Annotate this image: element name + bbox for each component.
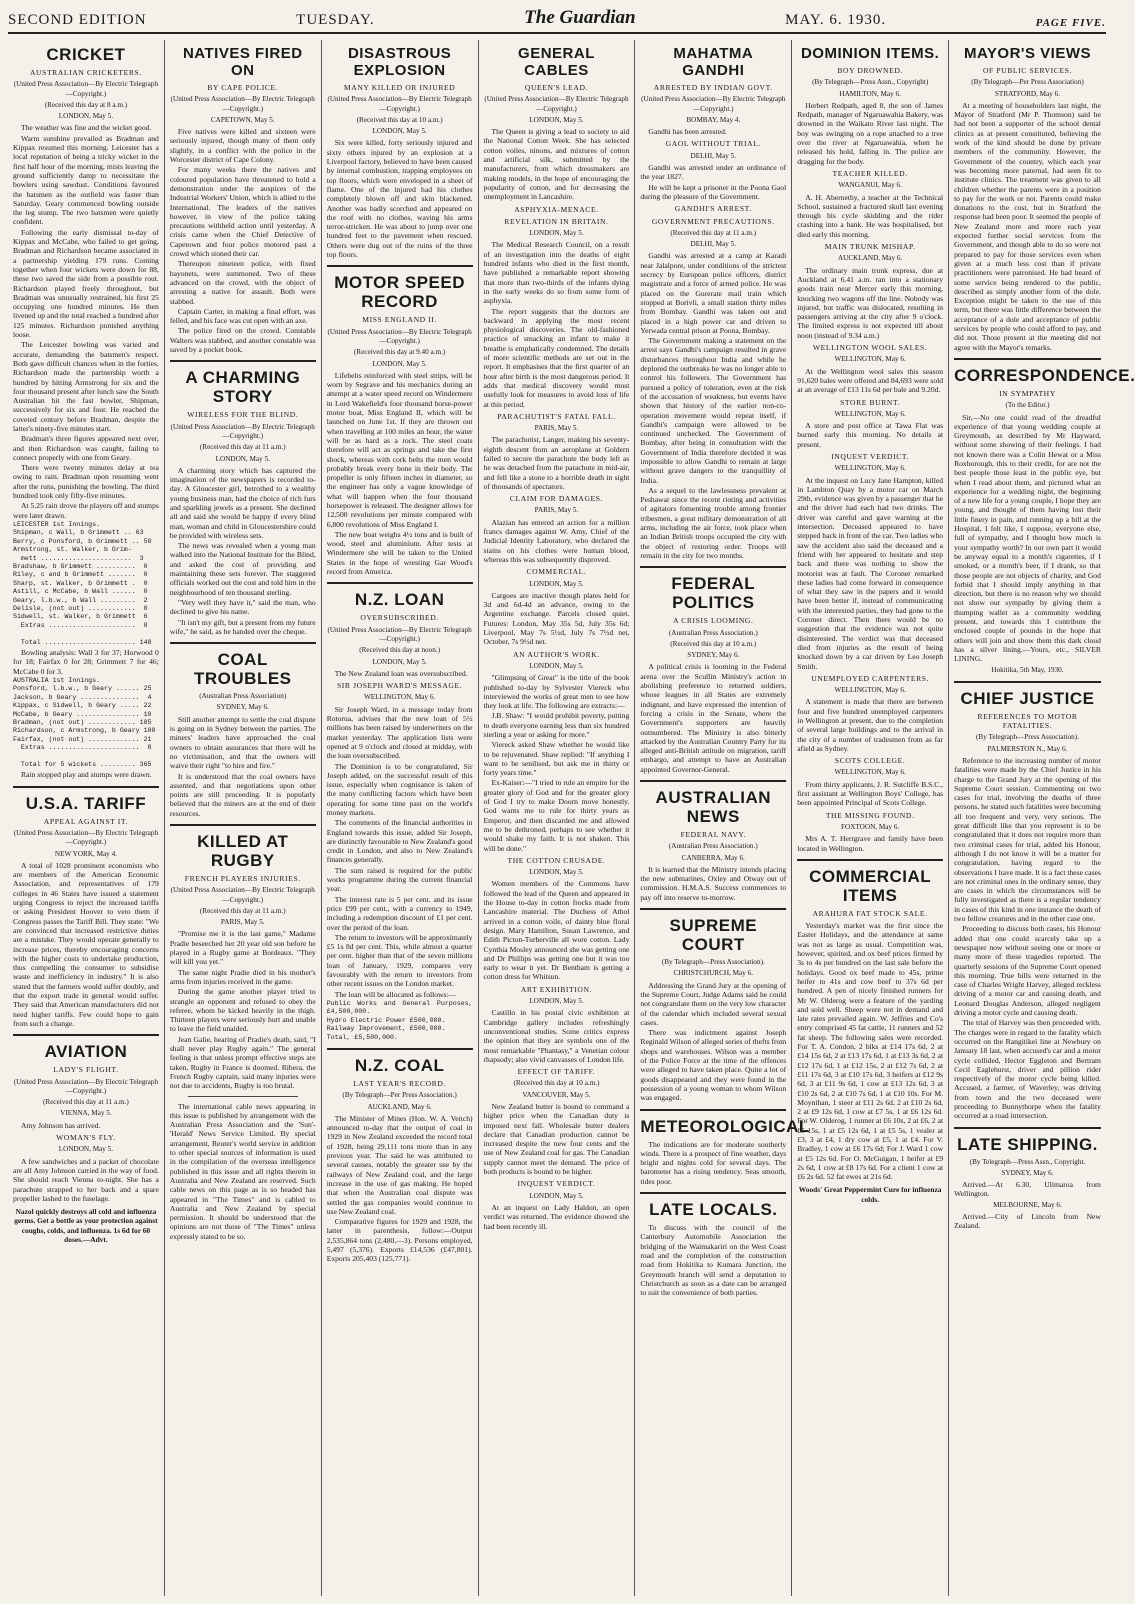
cables-source: (United Press Association—By Electric Telegraph—Copyright.) — [484, 95, 629, 113]
chief-justice-paragraph: Proceeding to discuss both cases, his Honour added that one could scarcely take up a newspaper now without seeing one or more or many more of these tragedies reported. The quarterly sessions of the Supreme Court opened this morning. True bills were returned in the case of Charles Wright Harvey, alleged reckless driving of a motor car and causing death, and Leonard Douglas Anderson, alleged negligent driving a motor cycle and causing death. — [954, 924, 1101, 1018]
divider — [170, 824, 316, 826]
tariff-effect-dateline: VANCOUVER, May 5. — [522, 1090, 591, 1099]
cables-dateline: LONDON, May 5. — [529, 115, 584, 124]
column-6 — [792, 40, 949, 1596]
rugby-received: (Received this day at 11 a.m.) — [199, 906, 286, 915]
author-paragraph: Ex-Kaiser:—"I tried to rule an empire for the greater glory of God and for the greater glory of God I try to make Doorn move honestly. God wants me to rule for thirty years as Emperor, and then discarded me and allowed me to be dethroned, perhaps to see whether it would shake my faith. It is not shaken. This will be done." — [483, 778, 630, 853]
author-paragraph: "Glimpsing of Great" is the title of the book published to-day by Sylvester Viereck who interviewed the works of great men to see how they look at life. The following are extracts:— — [483, 673, 630, 711]
divider — [954, 1127, 1101, 1129]
cotton-crusade-subhead: THE COTTON CRUSADE. — [507, 855, 606, 865]
carpenters-dateline: WELLINGTON, May 6. — [834, 686, 906, 695]
tariff-dateline: NEW YORK, May 4. — [54, 849, 117, 858]
divider — [640, 1192, 786, 1194]
cricket-dateline: LONDON, May 5. — [58, 112, 114, 121]
cricket-paragraph: The Leicester bowling was varied and accurate, demanding the batsmen's respect. Both gave difficult chances when in the forties. Richardson made the partnership worth a hundred by hitting Armstrong for six and the four thousand present after lunch saw the South Australian hit the fast bowler, Shipman, successively for six and four. He reached the coveted century before Bradman, despite the latter's ninety-five minutes start. — [13, 340, 159, 433]
nz-loan-subhead: OVERSUBSCRIBED. — [360, 613, 439, 623]
cotton-crusade-dateline: LONDON, May 5. — [529, 868, 584, 877]
cricket-paragraph: At 5.25 rain drove the players off and stumps were later drawn. — [13, 501, 159, 520]
nz-loan-paragraph: The New Zealand loan was oversubscribed. — [334, 668, 468, 678]
rugby-source: (United Press Association—By Electric Telegraph—Copyright.) — [170, 886, 315, 904]
explosion-source: (United Press Association—By Electric Telegraph—Copyright.) — [327, 95, 472, 113]
natives-paragraph: Captain Carter, in making a final effort, was felled, and his face was cut open with an axe. — [169, 306, 316, 326]
aviation-source: (United Press Association—By Electric Telegraph—Copyright.) — [13, 1077, 159, 1095]
natives-paragraph: Thereupon nineteen police, with fixed bayonets, were summoned. Two of these advanced on the crowd, with the object of arresting a native for assault. Both were stabbed. — [169, 259, 316, 306]
nz-coal-paragraph: Comparative figures for 1929 and 1928, the latter in parenthesis, follow:—Output 2,535,864 tons (2,480,—3). Persons employed, 5,497 (5,376). Exports £14,536 (£47,801). Exports 205,403 (125,771). — [326, 1217, 473, 1264]
coal-troubles-source: (Australian Press Association) — [199, 692, 287, 701]
asphyxia-dateline: LONDON, May 5. — [529, 229, 584, 238]
asphyxia-paragraph: The report suggests that the doctors are backward in applying the most recent physiological discoveries. The old-fashioned practice of smacking an infant to make it breathe is emphatically condemned. The details of more scientific methods are set out in the report. It emphasises that the first quarter of an hour after birth is the most dangerous period. It adds that medical discovery would most usefully look for measures to avoid loss of life at this period. — [483, 306, 630, 409]
chief-justice-paragraph: Reference to the increasing number of motor fatalities were made by the Chief Justice in his charge to the Grand Jury at the opening of the Supreme Court session. Commenting on two cases for trial, involving the deaths of three persons, he stated such fatalities were becoming all too frequent and very, very serious. The great difficult like that you represent is to be congratulated that it does not require more than two criminal cases for trial, added his Honour, although I do not know it will be a matter for congratulation, having regard to the observations I have made. It is a fact these cases are not criminal ones in the ordinary sense, they are cases in which the circumstances will be fully investigated as there is a regular tendency in cases of this kind in one instance the death of two fellow creatures and in the other case one. — [954, 756, 1101, 924]
aviation-paragraph: Amy Johnson has arrived. — [21, 1120, 101, 1130]
arrest-dateline: DELHI, May 5. — [690, 240, 737, 249]
aviation-dateline: VIENNA, May 5. — [60, 1109, 112, 1118]
art-exhibition-dateline: LONDON, May 5. — [529, 997, 584, 1006]
charming-story-subhead: WIRELESS FOR THE BLIND. — [187, 410, 299, 420]
divider — [170, 360, 316, 362]
nz-coal-subhead: LAST YEAR'S RECORD. — [353, 1078, 446, 1088]
supreme-court-paragraph: There was indictment against Joseph Reginald Wilson of alleged series of thefts from shops and warehouses. Wilson was a member of the Police Force at the time of the offences were alleged to have taken place. Quite a lot of goods disappeared and they were found in the possession of a young woman to whom Wilson was engaged. — [640, 1028, 787, 1103]
nz-loan-headline: N.Z. LOAN — [354, 590, 445, 610]
divider — [640, 1109, 786, 1111]
gandhi-dateline: BOMBAY, May 4. — [686, 115, 741, 124]
chief-justice-paragraph: The trial of Harvey was then proceeded with. The charges were in regard to the fatality which occurred on the Rangitikei line at Newbury on January 18 last, when accused's car and a motor cycle collided, Hector Eggleton and Bertram Cecil Eaglehurst, driver and pillion rider respectively of the motor cycle being killed. Accused, a farmer, of Waverley, was driving from town and the two deceased were proceeding to Bunnythorpe when the fatality occurred at a road intersection. — [954, 1018, 1101, 1121]
inquest-subhead: INQUEST VERDICT. — [517, 1179, 596, 1189]
rugby-paragraph: During the game another player tried to strangle an opponent and refused to obey the referee, whom he kicked heavily in the thigh. Thirteen players were seriously hurt and unable to leave the field unaided. — [169, 987, 316, 1034]
late-shipping-dateline-2: MELBOURNE, May 6. — [993, 1200, 1062, 1209]
commercial-paragraph: Cargoes are inactive though plates held for 3d and 6d-4d an advance, owing to the Argentine exchange. Parcels closed quiet. Futures: London, May 35s 5d, July 35s 6d; Liverpool, May 7s 5½d, July 7s 7½d net, October, 7s 9½d net. — [483, 590, 630, 647]
explosion-headline: DISASTROUS EXPLOSION — [347, 45, 452, 79]
author-paragraph: Viereck asked Shaw whether he would like to be rejuvenated. Shaw replied: "If anything I want to be senilised, but ask me in thirty or forty years time." — [483, 740, 630, 778]
parachutist-subhead: PARACHUTIST'S FATAL FALL. — [497, 411, 616, 421]
charming-story-paragraph: "It isn't my gift, but a present from my future wife," he said, as he handed over the cheque. — [169, 617, 316, 636]
charming-story-dateline: LONDON, May 5. — [215, 454, 270, 463]
rugby-dateline: PARIS, May 5. — [220, 918, 265, 927]
australian-news-paragraph: It is learned that the Ministry intends placing the new submarines, Oxley and Otway out of commission. H.M.A.S. Success commences to pay off into reserve to-morrow. — [640, 864, 787, 902]
fat-stock-paragraph: Yesterday's market was the first since the Easter Holidays, and the attendance at same was not as large as usual. Competition was, however, spirited, and ox beef prices firmed by 3s to 4s per hundred on the last sale before the holidays. Good ox beef made to 45s, prime heifer to 41s and cow beef to 37s 6d per hundred. A pen of nicely finished runners for Mr W. Olderog were a feature of the yarding and sold well. Sheep were not in demand and late rates prevailed again. W. Jeffries and Co's entry comprised 45 fat cattle, 11 runners and 52 fat sheep. The following sales were recorded. For T. A. Condon, 2 blks at £14 17s 6d, 2 at £14 15s 6d, 2 at £13 17s 6d, 1 at £13 3s 6d, 2 at £12 17s 6d, 1 at £12 15s, 2 at £12 7s 6d, 2 at £11 17s 6d, 3 at £10 17s 6d, 3 heifers at £12 9s 6d, 3 at £11 9s 6d, 1 cow at £13 12s 6d, 3 at £10 2s 6d, 2 at £10 7s 6d, 1 at £10 10s. For M. Moynihan, 1 steer at £11 2s 6d, 2 at £10 2s 6d, 2 at £9 12s 6d, 1 cow at £7 5s, 1 at £6 12s 6d. For W. Olderog, 1 runner at £6 10s, 2 at £6, 2 at £5 15s, 1 at £5 12s 6d, 1 at £5 5s, 1 vealer at £3, 3 at £4, 1 dry cow at £5, 1 at £4. For V. Bradley, 1 cow at £6 17s 6d; For J. Ward 1 cow at £5 12s 6d. For O. McGuigan, 1 heifer at £9 2s 6d, 1 cow at £8 17s 6d. For a client 1 cow at £6 2s 6d. 52 fat ewes at 21s 6d. — [797, 921, 944, 1182]
missing-found-dateline: FOXTOON, May 6. — [841, 822, 900, 831]
motor-speed-dateline: LONDON, May 5. — [372, 359, 427, 368]
correspondence-headline: CORRESPONDENCE. — [954, 365, 1135, 385]
asphyxia-subhead-2: REVELATION IN BRITAIN. — [504, 216, 609, 226]
nz-loan-paragraph: The sum raised is required for the public works programme during the current financial year. — [326, 865, 473, 894]
nz-loan-paragraph: The loan will be allocated as follows:— — [334, 989, 457, 999]
in-sympathy-subhead: IN SYMPATHY — [999, 388, 1056, 398]
womans-fly-subhead: WOMAN'S FLY. — [56, 1133, 116, 1143]
cricket-paragraph: Rain stopped play and stumps were drawn. — [21, 770, 152, 780]
main-trunk-paragraph: The ordinary main trunk express, due at Auckland at 6.41 a.m. ran into a stationary goods train near Mercer early this morning, knocking two wagons off the line. Nobody was injured, but traffic was dislocated, resulting in passengers arriving at the city after 9 o'clock. The limited express is not expected till about noon (instead of 9.34 a.m.) — [797, 265, 944, 340]
australian-news-source: (Australian Press Association.) — [668, 842, 758, 851]
chief-justice-source: (By Telegraph—Press Association). — [976, 733, 1079, 742]
gaol-paragraph: He will be kept a prisoner in the Poona Gaol during the pleasure of the Government. — [640, 182, 787, 201]
motor-speed-subhead: MISS ENGLAND II. — [362, 315, 437, 325]
divider — [327, 582, 473, 584]
explosion-subhead: MANY KILLED OR INJURED — [343, 83, 456, 92]
divider — [954, 681, 1101, 683]
tariff-headline: U.S.A. TARIFF — [25, 793, 147, 813]
tariff-effect-subhead: EFFECT OF TARIFF. — [517, 1067, 596, 1077]
boy-drowned-dateline: HAMILTON, May 6. — [839, 89, 901, 98]
peppermint-cure-advert: Woods' Great Peppermint Cure for influenza colds. — [798, 1185, 942, 1204]
natives-dateline: CAPETOWN, May 5. — [210, 115, 275, 124]
gandhi-source: (United Press Association—By Electric Telegraph—Copyright.) — [641, 95, 786, 113]
natives-headline: NATIVES FIRED ON — [182, 45, 303, 79]
cable-news-notice: The international cable news appearing in this issue is published by arrangement with the Australian Press Association and the 'Sun'-'Herald' News Service Limited. By special arrangement, Reuter's world service in addition to other special sources of information is used in the compilation of the overseas intelligence published in this issue and all rights therein in Australia and New Zealand are reserved. Such cable news on this page as is so headed has appeared in "The Times" and is cabled to Australia and New Zealand by special permission. It should be understood that the opinions are not those of "The Times" unless expressly stated to be so. — [169, 1101, 316, 1241]
cricket-paragraph: Following the early dismissal to-day of Kippax and McCabe, who failed to get going, Bradman and Richardson became associated in a partnership yielding 179 runs. Coming together when four wickets were down for 88, these two saved the side from a possible rout. Richardson played freely throughout, but Bradman was unusually restrained, his first 25 occupying one hundred minutes. He then livened up and the total reached a hundred after 125 minutes. Richardson punished anything loose. — [13, 227, 159, 340]
tariff-paragraph: A total of 1028 prominent economists who are members of the American Economic Association, and representatives of 179 colleges in 46 States have issued a statement urging Congress to reject the increased tariffs or asking President Hoover to veto them if Congress passes the Tariff Bill. They state: "We are convinced that increased restrictive duties are a mistake. They would operate generally to increase prices, thereby encouraging concerns with the higher costs to undertake production, thus compelling the consumer to subsidise waste and inefficiency in industry." It is also stated that the farmers would suffer doubly, and that the export trade in general would suffer. They said that American manufacturers did not need higher tariffs. Few could hope to gain from such a change. — [13, 860, 159, 1028]
store-burnt-subhead: STORE BURNT. — [840, 397, 901, 407]
motor-speed-received: (Received this day at 9.40 a.m.) — [353, 348, 446, 357]
nz-loan-allocation: Public Works and General Purposes, £4,500,000. Hydro Electric Power £500,000. Railway Improvement, £500,000. Total, £5,500,000. — [326, 999, 473, 1041]
explosion-received: (Received this day at 10 a.m.) — [356, 115, 443, 124]
damages-dateline: PARIS, May 5. — [534, 506, 579, 515]
divider — [640, 566, 786, 568]
cables-paragraph: The Queen is giving a lead to society to aid the National Cotton Week. She has selected cotton voiles, ninons, and mixtures of cotton and artificial silk, submitted by the manufacturers, from which dressmakers are making models, in the hope of encouraging the popularity of cotton, and for decreasing the unemployment in Lancashire. — [483, 127, 630, 202]
store-burnt-paragraph: A store and post office at Tawa Flat was burned early this morning. No details at present. — [797, 421, 944, 449]
inquest-dateline: LONDON, May 5. — [529, 1191, 584, 1200]
divider — [797, 859, 943, 861]
nz-loan-dateline: LONDON, May 5. — [372, 657, 427, 666]
cricket-subhead: AUSTRALIAN CRICKETERS. — [29, 68, 142, 77]
fat-stock-subhead: ARAHURA FAT STOCK SALE. — [812, 908, 928, 918]
coal-troubles-paragraph: It is understood that the coal owners have assented, and that negotiations upon other points are still proceeding. It is popularly believed that the miners are at the end of their resources. — [169, 771, 316, 818]
gandhi-subhead: ARRESTED BY INDIAN GOVT. — [653, 83, 773, 92]
author-paragraph: J.B. Shaw: "I would prohibit poverty, putting to death everyone earning less than six hundred sterling a year or asking for more." — [483, 711, 630, 739]
charming-story-paragraph: "Very well they have it," said the man, who declined to give his name. — [169, 597, 316, 617]
natives-source: (United Press Association—By Electric Telegraph—Copyright.) — [170, 95, 315, 113]
inquest-verdict-subhead: INQUEST VERDICT. — [831, 451, 910, 461]
gandhi-headline: MAHATMA GANDHI — [673, 45, 754, 79]
late-shipping-paragraph: Arrived.—City of Lincoln from New Zealand. — [954, 1212, 1101, 1231]
late-locals-headline: LATE LOCALS. — [649, 1200, 778, 1220]
chief-justice-dateline: PALMERSTON N., May 6. — [987, 744, 1068, 753]
wool-sales-dateline: WELLINGTON, May 6. — [834, 355, 906, 364]
teacher-killed-dateline: WANGANUI, May 6. — [838, 181, 902, 190]
federal-politics-headline: FEDERAL POLITICS — [671, 574, 756, 613]
commercial-dateline: LONDON, May 5. — [529, 579, 584, 588]
nz-loan-paragraph: The return to investors will be approximately £5 1s 8d per cent. This, while almost a quarter per cent. higher than that of the seven millions loan of January, 1929, compares very favourably with the return to investors from other recent issues on the London market. — [326, 932, 473, 989]
tariff-source: (United Press Association—By Electric Telegraph—Copyright.) — [13, 829, 159, 847]
coal-troubles-headline: COAL TROUBLES — [194, 650, 292, 689]
australian-news-dateline: CANBERRA, May 6. — [681, 853, 745, 862]
damages-paragraph: Alazian has entered an action for a million francs damages against W. Amy, Chief of the Judicial Identity Laboratory, who declared the stains on his clothes were human blood, whereas this was subsequently disproved. — [483, 517, 630, 564]
cricket-paragraph: Warm sunshine prevailed as Bradman and Kippax resumed this morning. Leicester has a local reputation of being a tricky wicket in the first half hour of the morning, mists leaving the ground sufficiently damp to necessitate the bowlers using sawdust. Conditions favoured the batsmen as the outfield was faster than Saturday. Geary commenced bowling outside the leg stump. The two batsmen were quietly confident. — [13, 133, 159, 227]
arrest-subhead-2: GOVERNMENT PRECAUTIONS. — [651, 216, 775, 226]
missing-found-subhead: THE MISSING FOUND. — [825, 810, 915, 820]
federal-politics-dateline: SYDNEY, May 6. — [687, 651, 740, 660]
chief-justice-headline: CHIEF JUSTICE — [960, 688, 1095, 708]
tariff-effect-received: (Received this day at 10 a.m.) — [513, 1079, 600, 1088]
arrest-paragraph: Gandhi was arrested at a camp at Karadi near Jalalpore, under conditions of the strictest secrecy by European police officers, district magistrate and a force of armed police. He was placed on the Gurerate mail train which stopped at Borivli, a small station thirty miles from Bombay. Gandhi was taken out and placed in a high power car and driven to Yerwada central prison at Poona, Bombay. — [640, 251, 787, 335]
cricket-headline: CRICKET — [46, 45, 126, 64]
damages-subhead: CLAIM FOR DAMAGES. — [509, 494, 604, 504]
nz-loan-paragraph: The interest rate is 5 per cent. and its issue price £99 per cent., with a currency to 1949, including a redemption discount of £1 per cent. over the period of the loan. — [326, 894, 473, 932]
arrest-paragraph: As a sequel to the lawlessness prevalent at Peshawar since the recent rioting and activities of agitators fomenting trouble among frontier tribesmen, a great military demonstration of all arms, including the air force, took place when an Indian British troops occupied the city with the object of restoring order. Troops will remain in the city for two months. — [640, 485, 787, 560]
asphyxia-paragraph: The Medical Research Council, on a result of an investigation into the deaths of eight hundred infants who died in the first month, have published a remarkable report showing that more than two-thirds of the infants dying in the early weeks do so from some form of asphyxia. — [483, 240, 630, 306]
coal-troubles-dateline: SYDNEY, May 6. — [216, 703, 269, 712]
nz-loan-dateline-2: WELLINGTON, May 6. — [363, 693, 436, 702]
nz-coal-headline: N.Z. COAL — [354, 1055, 445, 1075]
tariff-subhead: APPEAL AGAINST IT. — [43, 816, 129, 826]
rugby-headline: KILLED AT RUGBY — [197, 832, 289, 870]
cricket-paragraph: Bradman's three figures appeared next over, and then Richardson was caught, failing to connect properly with one from Geary. — [13, 434, 159, 462]
late-shipping-dateline: SYDNEY, May 6. — [1001, 1168, 1054, 1177]
nz-coal-paragraph: The Minister of Mines (Hon. W. A. Veitch) announced to-day that the output of coal in 1929 in New Zealand exceeded the record total of 1928, being 29,111 tons more than in any previous year. The said he was attributed to several causes, notably the greater use by the railways of New Zealand coal, and the large increase in the use of gas making. He hoped that when the Australian coal dispute was settled the gas companies would continue to use New Zealand coal. — [326, 1113, 473, 1216]
nz-loan-paragraph: The Dominion is to be congratulated, Sir Joseph added, on the successful result of this issue, especially when cognisance is taken of the many conflicting factors which have been operating for some time past on the world's money markets. — [326, 761, 473, 817]
parachutist-dateline: PARIS, May 5. — [534, 424, 579, 433]
australian-news-subhead: FEDERAL NAVY. — [680, 830, 747, 839]
day-label: TUESDAY. — [296, 12, 375, 28]
womans-fly-dateline: LONDON, May 5. — [58, 1145, 114, 1154]
cotton-crusade-paragraph: Women members of the Commons have followed the lead of the Queen and appeared in the House to-day in cotton frocks made from Lancashire material. The Duchess of Athol arrived in a cotton voile, of dainty blue floral design. Mary Hamilton, Susan Lawrence, and Edith Picton-Turberville all wore cotton. Lady Cynthia Mosley announced she was getting one and Dr Phillips was getting one but it was too early to wear it yet. Dr Bentham is getting a cotton dress for Whitsun. — [483, 879, 630, 982]
aviation-subhead: LADY'S FLIGHT. — [53, 1065, 119, 1075]
chief-justice-subhead: REFERENCES TO MOTOR FATALITIES. — [977, 711, 1078, 731]
commercial-subhead: COMMERCIAL. — [526, 567, 587, 577]
dominion-items-headline: DOMINION ITEMS. — [800, 45, 940, 62]
carpenters-subhead: UNEMPLOYED CARPENTERS. — [811, 673, 930, 683]
column-1 — [8, 40, 165, 1596]
nz-loan-source: (United Press Association—By Electric Telegraph—Copyright.) — [327, 625, 472, 643]
author-subhead: AN AUTHOR'S WORK. — [513, 649, 600, 659]
gandhi-paragraph: Gandhi has been arrested. — [648, 127, 727, 137]
correspondence-letter: Sir,—No one could read of the dreadful experience of that young wedding couple at Greymouth, as described by Mr Hayward, without some showing of their feelings. I had not known there was a Colin Hewat or a Miss Roxborough, this to their credit, for are not the best people those least in the public eye, but when I read about them, and pictured what an experience for a wedding night, the beginning of a new life for a young couple, I hope they are young, and thought of them having lost their little finery in pain, and running up a bill at the Hospital, I felt like, I suppose, everyone else, full of sympathy, and I thought how much is your sympathy worth? In our own part it would be anyway equal to a month's cigarettes, if I smoked, or a month's beer, if I drank, so that those people are not objects of charity, and God forbid that I should imply anything in that direction, but there is no reason why we should not show our sympathy by giving them a thumping wallet as a community wedding present, and towards this I contribute the enclosed couple of pounds in the hope that others will join and show them this dark cloud has a silver lining.—Yours, etc., SILVER LINING. — [954, 412, 1101, 664]
scots-college-dateline: WELLINGTON, May 6. — [834, 768, 906, 777]
charming-story-headline: A CHARMING STORY — [185, 368, 301, 407]
carpenters-paragraph: A statement is made that there are between four and five hundred unemployed carpenters in Wellington at present, due to the completion of several large buildings and to the arrival in the city of a number of tradesmen from as far afield as Sydney. — [797, 697, 944, 753]
cables-subhead: QUEEN'S LEAD. — [524, 83, 589, 92]
federal-politics-source: (Australian Press Association.) — [668, 628, 758, 637]
divider — [13, 1034, 159, 1036]
supreme-court-headline: SUPREME COURT — [669, 916, 758, 955]
charming-story-paragraph: The news was revealed when a young man walked into the National Institute for the Blind, and asked the cost of providing and maintaining these sets forever. The staggered officials worked out the cost and told him in the neighbourhood of ten thousand sterling. — [169, 541, 316, 597]
newspaper-columns — [8, 40, 1135, 1596]
scots-college-paragraph: From thirty applicants, J. R. Sutcliffe B.S.C., first assistant at Wellington Boys' College, has been appointed Principal of Scots College. — [797, 779, 944, 808]
cricket-paragraph: The weather was fine and the wicket good. — [21, 123, 152, 133]
supreme-court-paragraph: Addressing the Grand Jury at the opening of the Supreme Court, Judge Adams said he could not congratulate them on the very low character of the calendar which included several sexual cases. — [640, 980, 787, 1027]
meteorological-paragraph: The indications are for moderate southerly winds. There is a prospect of fine weather, days bright and nights cold for several days. The barometer has a rising tendency. Seas smooth, tides poor. — [640, 1139, 787, 1186]
nz-loan-paragraph: The comments of the financial authorities in England towards this issue, added Sir Joseph, are distinctly favourable to New Zealand's good credit in London, and also to New Zealand's finances generally. — [326, 818, 473, 865]
cricket-source: (United Press Association—By Electric Telegraph—Copyright.) — [13, 80, 159, 98]
store-burnt-dateline: WELLINGTON, May 6. — [834, 409, 906, 418]
rugby-subhead: FRENCH PLAYERS INJURIES. — [184, 874, 301, 883]
nz-loan-paragraph: Sir Joseph Ward, in a message today from Rotorua, advises that the new loan of 5½ millions has been raised by underwriters on the market yesterday. The application lists were opened at 9 o'clock and closed at midday, with the loan oversubscribed. — [326, 704, 473, 761]
motor-speed-headline: MOTOR SPEED RECORD — [334, 273, 466, 312]
teacher-killed-subhead: TEACHER KILLED. — [832, 168, 908, 178]
column-3 — [322, 40, 479, 1596]
mayors-views-headline: MAYOR'S VIEWS — [963, 45, 1091, 62]
column-7 — [949, 40, 1135, 1596]
parachutist-paragraph: The parachutist, Langer, making his seventy-eighth descent from an aeroplane at Goldern failed to secure the parachute the body left as he was detached from the parachute in mid-air, and fell like a stone to a horrible death in sight of thousands of spectators. — [483, 435, 630, 491]
nz-coal-source: (By Telegraph—Per Press Association.) — [342, 1091, 457, 1100]
boy-drowned-paragraph: Herbert Redpath, aged 8, the son of James Redpath, manager of Ngaruawahia Bakery, was drowned in the Waikato River last night. The boy was swinging on a rope attached to a tree over the river at Ngaruawahia, when he released his hold, falling in. The police are dragging for the body. — [797, 100, 944, 166]
art-exhibition-subhead: ART EXHIBITION. — [520, 984, 593, 994]
federal-politics-paragraph: A political crisis is looming in the Federal arena over the Scullin Ministry's action in abolishing preference to returned soldiers, whose leagues in all States are extremely indignant, and have expressed the intention of forcing a crisis in the Senate, where the Government's supporters are heavily outnumbered. The Ministry is also bitterly attacked by the Australian Country Party for its alleged anti-British attitude on migration, tariff embargo, and attempt to have an Australian appointed Governor-General. — [640, 662, 787, 774]
arrest-subhead: GANDHI'S ARREST. — [674, 204, 752, 214]
aviation-received: (Received this day at 11 a.m.) — [43, 1098, 129, 1107]
nz-loan-subhead-2: SIR JOSEPH WARD'S MESSAGE. — [336, 681, 463, 691]
coal-troubles-paragraph: Still another attempt to settle the coal dispute is going on in Sydney between the parties. The miners' leaders have approached the coal owners to obtain assurances that there will be no victimisation, and that the owners will waive their right "to hire and fire." — [169, 714, 316, 771]
newspaper-title: The Guardian — [524, 7, 636, 28]
womans-fly-paragraph: A few sandwiches and a packet of chocolate are all Amy Johnson carried in the way of food. She should reach Vienna to-night. She has a parachute strapped to her back and a spare propeller lashed to the fuselage. — [13, 1156, 159, 1203]
author-dateline: LONDON, May 5. — [529, 661, 584, 670]
inquest-verdict-dateline: WELLINGTON, May 6. — [834, 464, 906, 473]
scots-college-subhead: SCOTS COLLEGE. — [834, 756, 906, 766]
divider — [188, 1096, 298, 1097]
rugby-paragraph: Jean Galie, hearing of Pradie's death, said, "I shall never play Rugby again." The general feeling is that unless prompt effective steps are taken, Rugby in France is doomed. Ribera, the French Rugby captain, said many injuries were not due to accidents, Rugby is too brutal. — [169, 1034, 316, 1091]
leicester-scorecard: LEICESTER 1st Innings. Shipman, c Wall, b Grimmett .. 63 Berry, c Ponsford, b Grimmett .. 50 Armstrong, st. Walker, b Grim- mett ....................... 3 Bradshaw, b Grimmett .......... 0 Riley, c and b Grimmett ....... 0 Sharp, st. Walker, b Grimmett . 0 Astill, c McCabe, b Wall ...... 0 Geary, l.b.w., b Wall ......... 2 Delisle, (not out) ............ 0 Sidwell, st. Walker, b Grimmett 6 Extras ...................... 8 Total ....................... 148 — [13, 520, 152, 646]
supreme-court-dateline: CHRISTCHURCH, May 6. — [673, 969, 754, 978]
mayors-views-paragraph: At a meeting of householders last night, the Mayor of Stratford (Mr P. Thomson) said he had not been a supporter of the school dental clinics as at present constituted, believing the work of the kind should be done by private members of the community. However, the Government of the country, which each year was becoming more paternal, had seen fit to institute clinics. The treatment was given to all children whether the parents were in a position to pay for the work or not. Parents could make donations to the cost, but in Stratford the response had been poor. It seemed the people of New Zealand more and more each year expected further social services from the Government, and though able to do so were not prepared to pay for those services even when given at a much less cost than if private practitioners were patronised. He had heard of some service being rendered to the public, described as simply another form of the dole. Exception might be taken to the use of this term, but there was little difference between the acceptance of a dole and acceptance of public services by people who could afford to pay, and did not. Those present at the meeting did not agree with the Mayor's remarks. — [954, 100, 1101, 352]
divider — [327, 265, 473, 267]
charming-story-paragraph: A charming story which has captured the imagination of the newspapers is recorded to-day. A Gloucester girl, betrothed to a wealthy young business man, had the choice of rich furs and sparkling jewels as a present. She declined all and said she would be happy if every blind man, woman and child in Gloucestershire could be provided with wireless sets. — [169, 465, 316, 540]
late-shipping-headline: LATE SHIPPING. — [957, 1134, 1098, 1154]
arrest-received: (Received this day at 11 a.m.) — [670, 228, 757, 237]
cricket-received: (Received this day at 8 a.m.) — [44, 100, 128, 109]
divider — [13, 786, 159, 788]
bowling-analysis: Bowling analysis: Wall 3 for 37; Horwood 0 for 18; Fairfax 0 for 28; Grimmett 7 for 46; McCabe 0 for 3. — [13, 648, 159, 676]
rugby-paragraph: "Promise me it is the last game," Madame Pradie beseeched her 20 year old son before he played in a Rugby game at Bordeaux. "They will kill you yet." — [169, 929, 316, 967]
nz-loan-received: (Received this day at noon.) — [359, 646, 441, 655]
arrest-paragraph: The Government making a statement on the arrest says Gandhi's campaign resulted in grave disturbances throughout India and while he deplored the outbreaks he was no longer able to control his followers. The Government has pursued a policy of toleration, even at the risk of the accusation of weakness, but events have shown that history of the earlier non-co-operation movement would repeat itself, if Gandhi's campaign were allowed to be continued unchecked. The Government of Bombay, after being in consultation with the Government of India therefore decided it was impossible to allow Gandhi to remain at large without grave dangers to the tranquillity of India. — [640, 336, 787, 485]
australia-scorecard: AUSTRALIA 1st Innings. Ponsford, l.b.w., b Geary ...... 25 Jackson, b Geary ............... 4 Kippax, c Sidwell, b Geary ..... 22 McCabe, b Geary ................ 10 Bradman, (not out) ............ 185 Richardson, c Armstrong, b Geary 100 Fairfax, (not out) ............. 21 Extras ....................... 8 Total for 5 wickets ......... 365 — [13, 676, 156, 768]
late-shipping-source: (By Telegraph—Press Assn., Copyright. — [969, 1157, 1086, 1166]
late-locals-paragraph: To discuss with the council of the Canterbury Automobile Association the bridging of the Waimakariri on the West Coast road and the completion of the construction road from Hokitika to Kumara Junction, the Greymouth branch will send a deputation to Christchurch as soon as a date can be arranged to suit the convenience of both parties. — [640, 1223, 787, 1298]
meteorological-headline: METEOROLOGICAL — [640, 1116, 810, 1136]
aviation-headline: AVIATION — [44, 1042, 128, 1062]
nazol-advert: Nazol quickly destroys all cold and influenza germs. Get a bottle as your protection against coughs, colds, and influenza. 1s 6d for 60 doses.—Advt. — [14, 1207, 158, 1244]
charming-story-received: (Received this day at 11 a.m.) — [199, 443, 286, 452]
asphyxia-subhead: ASPHYXIA-MENACE. — [514, 204, 599, 214]
natives-subhead: BY CAPE POLICE. — [207, 83, 279, 92]
nz-coal-dateline: AUCKLAND, May 6. — [367, 1102, 432, 1111]
divider — [954, 358, 1101, 360]
gaol-paragraph: Gandhi was arrested under an ordinance of the year 1827. — [640, 163, 787, 182]
mayors-views-dateline: STRATFORD, May 6. — [994, 89, 1061, 98]
dominion-source: (By Telegraph—Press Assn., Copyright) — [812, 78, 929, 87]
natives-paragraph: Five natives were killed and sixteen were seriously injured, though many of them only slightly, in a conflict with the police in the Worcester district of Cape Colony. — [169, 127, 316, 165]
divider — [170, 642, 316, 644]
cricket-paragraph: There were twenty minutes delay at tea owing to rain. Bradman upon resuming went after the runs, punishing the bowling. The third hundred took only fifty-five minutes. — [13, 463, 159, 501]
divider — [640, 780, 786, 782]
supreme-court-source: (By Telegraph—Press Association). — [661, 958, 765, 967]
mayors-views-source: (By Telegraph—Per Press Association) — [971, 78, 1084, 87]
rugby-paragraph: The same night Pradie died in his mother's arms from injuries received in the game. — [169, 967, 316, 986]
natives-paragraph: For many weeks there the natives and coloured population have threatened to hold a demonstration under the auspices of the Industrial Workers' Union, which is allied to the International. The leaders of the natives however, in view of the police taking precautions withheld action until yesterday. A crisis came when the Chief Detective of Capetown and four police motored past a crowd which stoned their car. — [169, 165, 316, 259]
masthead — [8, 6, 1106, 34]
to-the-editor: (To the Editor.) — [1005, 401, 1050, 410]
inquest-paragraph: At an inquest on Lady Haldon, an open verdict was returned. The evidence showed she had been recently ill. — [483, 1202, 630, 1231]
main-trunk-subhead: MAIN TRUNK MISHAP. — [824, 242, 916, 252]
explosion-dateline: LONDON, May 5. — [372, 127, 427, 136]
gaol-subhead: GAOL WITHOUT TRIAL. — [665, 139, 761, 149]
main-trunk-dateline: AUCKLAND, May 6. — [837, 254, 903, 263]
general-cables-headline: GENERAL CABLES — [518, 45, 595, 79]
boy-drowned-subhead: BOY DROWNED. — [837, 66, 903, 75]
charming-story-source: (United Press Association—By Electric Telegraph—Copyright.) — [170, 422, 315, 440]
commercial-items-headline: COMMERCIAL ITEMS — [809, 866, 932, 905]
tariff-effect-paragraph: New Zealand butter is bound to command a higher price when the Canadian duty is imposed next fall. Wholesale butter dealers declare that Canadian production cannot be increased despite the new four cents and the use of New Zealand coal for gas. The Canadian supply cannot meet the demand. The price of both products is bound to be higher. — [483, 1101, 630, 1177]
inquest-verdict-paragraph: At the inquest on Lucy Jane Hampton, killed in Lambton Quay by a motor car on March 29th, evidence was given by a passenger that he and the driver had each had two drinks. The driver was careful and gave warning at the intersection. Deceased appeared to have stepped back in front of the car. Two ladies who saw the accident also said the deceased and a friend with her appeared to hesitate and step back and there was nothing to show the motorist was at fault. The Coroner remarked these ladies had come forward in consequence of what they saw in the papers and it would have been better if, instead of communicating with the interested parties, they had gone to the Coroner direct. Then there would be no suggestion that the evidence was not quite disinterested. The verdict was that deceased died from injuries as the result of being knocked down by a car driven by Leo Joseph Smith. — [797, 475, 944, 671]
explosion-paragraph: Six were killed, forty seriously injured and sixty others injured by an explosion at a Liverpool factory, believed to have been caused by internal combustion, trapping employees on top floors, which were enveloped in a sheet of flame. One of the injured had his clothes completely blown off and skin blackened. Another was badly scorched and appeared on the roof with no clothes, waving his arms terror-stricken. He was about to jump over one hundred feet to the pavement when rescued. Others were dug out of the ruins of the three top floors. — [326, 138, 473, 260]
column-2 — [165, 40, 322, 1596]
motor-speed-paragraph: The new boat weighs 4½ tons and is built of wood, steel and aluminium. After tests at Windermere she will be taken to the United States in the hope of wresting Gar Wood's record from America. — [326, 529, 473, 577]
mayors-views-subhead: OF PUBLIC SERVICES. — [982, 66, 1073, 75]
letter-dateline: Hokitika, 5th May, 1930. — [991, 665, 1064, 674]
federal-politics-received: (Received this day at 10 a.m.) — [670, 639, 757, 648]
art-exhibition-paragraph: Castillo in his postal civic exhibition at Cambridge gallery includes refreshingly unconventional studies. Some critics express the opinion that they are symbols one of the most remarkable "Phantasy," a Venetian colour rhapsody; also vivid canvasses of London life. — [483, 1008, 630, 1064]
divider — [640, 908, 786, 910]
federal-politics-subhead: A CRISIS LOOMING. — [673, 616, 754, 626]
motor-speed-paragraph: Lifebelts reinforced with steel strips, will be worn by Segrave and his mechanics during an attempt at a water speed record on Windermere in Lord Wakefield's four thousand horse-power motor boat, Miss England II, which will be launched on June 1st. If they are thrown out when travelling at 100 miles an hour, the water will be as hard as a rock. The steel coats therefore will act as springs and take the first shock, whereas with cork belts the men would probably break every bone in their body. The propeller is only fifteen inches in diameter, so the engineer has only a vague knowledge of what will happen when the four thousand horsepower is released. The designer allows for 12,500 revolutions per minute compared with 6,800 revolutions of Miss England I. — [326, 370, 473, 529]
page-number: PAGE FIVE. — [1035, 17, 1106, 29]
late-shipping-paragraph: Arrived.—At 6.30, Ulimaroa from Wellington. — [954, 1180, 1101, 1199]
teacher-killed-paragraph: A. H. Abernethy, a teacher at the Technical School, sustained a fractured skull last evening through his cycle skidding and the rider crashing into a bank. He was hospitalised, but died early this morning. — [797, 192, 944, 239]
missing-found-paragraph: Mrs A. T. Herrgrave and family have been located in Wellington. — [797, 834, 944, 853]
australian-news-headline: AUSTRALIAN NEWS — [655, 788, 772, 826]
date-label: MAY. 6. 1930. — [785, 12, 887, 28]
column-5 — [635, 40, 810, 1596]
wool-sales-paragraph: At the Wellington wool sales this season 91,620 bales were offered and 84,693 were sold at an average of £13 11s 6d per bale and 9.20d. — [797, 366, 944, 395]
divider — [327, 1048, 473, 1050]
column-4 — [479, 40, 636, 1596]
gaol-dateline: DELHI, May 5. — [690, 151, 737, 160]
motor-speed-source: (United Press Association—By Electric Telegraph—Copyright.) — [327, 327, 472, 345]
wool-sales-subhead: WELLINGTON WOOL SALES. — [812, 343, 928, 353]
natives-paragraph: The police fired on the crowd. Constable Walters was stabbed, and another constable was saved by a pocket book. — [169, 326, 316, 355]
edition-label: SECOND EDITION — [8, 12, 147, 28]
